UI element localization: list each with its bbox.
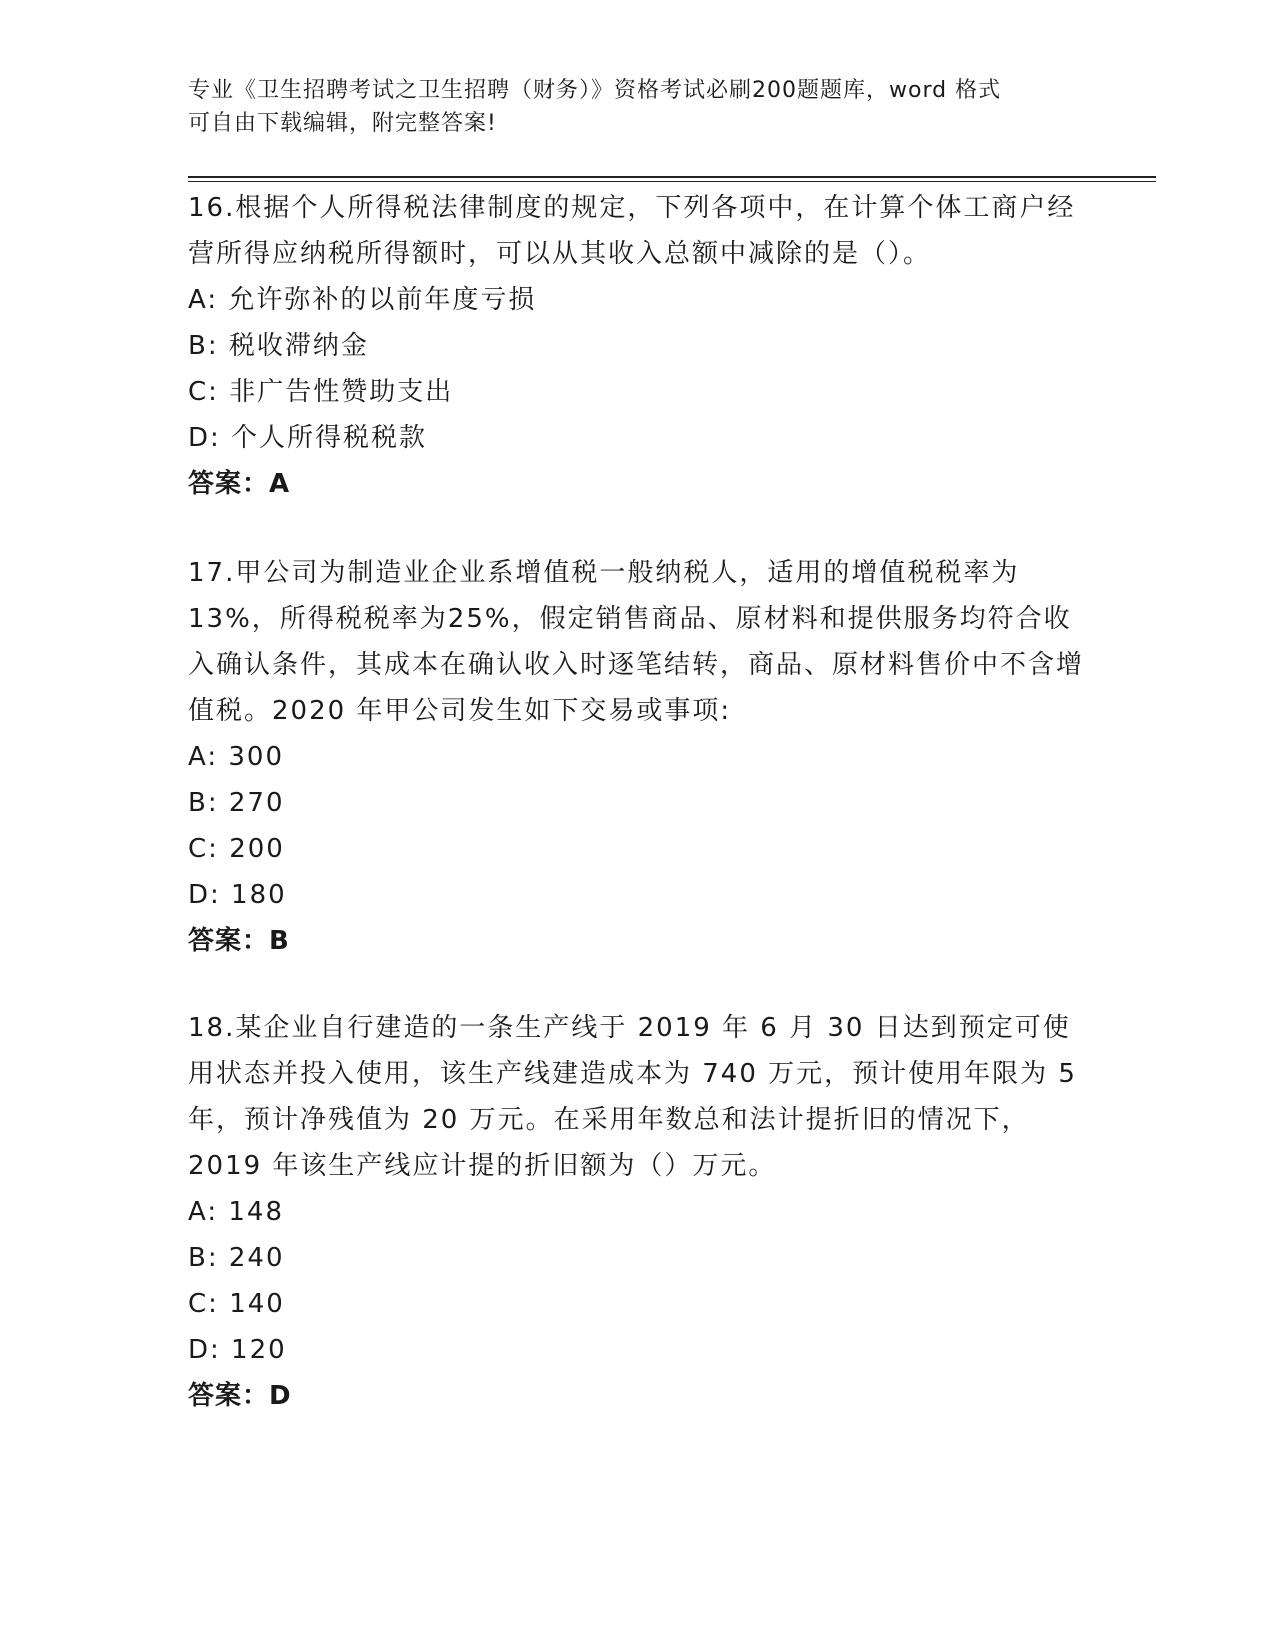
option-label: C:	[188, 377, 219, 407]
option-label: A:	[188, 742, 219, 772]
option-text: 270	[228, 788, 285, 818]
answer-text: 答案：A	[188, 469, 291, 499]
question-18	[188, 1005, 1088, 1419]
question-16	[188, 185, 1088, 507]
option-label: A:	[188, 285, 219, 315]
option-d	[188, 1327, 1088, 1373]
option-b	[188, 780, 1088, 826]
option-text: 120	[231, 1335, 287, 1365]
option-text: 税收滞纳金	[228, 331, 369, 361]
option-text: 140	[229, 1289, 285, 1319]
option-label: D:	[188, 880, 221, 910]
question-text: 17.甲公司为制造业企业系增值税一般纳税人，适用的增值税税率为13%，所得税税率为25%，假定销售商品、原材料和提供服务均符合收入确认条件，其成本在确认收入时逐笔结转，商品、原材料售价中不含增值税。2020 年甲公司发生如下交易或事项:	[188, 558, 1085, 726]
option-text: 240	[228, 1243, 285, 1273]
option-label: C:	[188, 1289, 219, 1319]
option-text: 200	[229, 834, 285, 864]
option-label: B:	[188, 331, 219, 361]
option-text: 个人所得税税款	[231, 423, 428, 453]
question-17	[188, 550, 1088, 964]
option-a	[188, 277, 1088, 323]
option-label: B:	[188, 1243, 219, 1273]
option-a	[188, 1189, 1088, 1235]
header-line-2: 可自由下载编辑，附完整答案!	[188, 111, 497, 136]
option-label: C:	[188, 834, 219, 864]
option-text: 非广告性赞助支出	[229, 377, 454, 407]
option-d	[188, 872, 1088, 918]
question-text: 18.某企业自行建造的一条生产线于 2019 年 6 月 30 日达到预定可使用状态并投入使用，该生产线建造成本为 740 万元，预计使用年限为 5 年，预计净残值为 20 万元。在采用年数总和法计提折旧的情况下，2019 年该生产线应计提的折旧额为（）万元。	[188, 1013, 1077, 1181]
option-label: B:	[188, 788, 219, 818]
header-divider-thick	[188, 176, 1156, 178]
option-text: 300	[228, 742, 284, 772]
answer-text: 答案：D	[188, 1381, 292, 1411]
option-text: 允许弥补的以前年度亏损	[228, 285, 537, 315]
option-b	[188, 1235, 1088, 1281]
option-a	[188, 734, 1088, 780]
option-text: 148	[228, 1197, 284, 1227]
option-c	[188, 1281, 1088, 1327]
header-divider-thin	[188, 181, 1156, 182]
option-c	[188, 369, 1088, 415]
option-d	[188, 415, 1088, 461]
document-header	[188, 74, 1068, 140]
option-text: 180	[231, 880, 287, 910]
option-c	[188, 826, 1088, 872]
option-label: D:	[188, 423, 221, 453]
option-label: D:	[188, 1335, 221, 1365]
option-label: A:	[188, 1197, 219, 1227]
question-text: 16.根据个人所得税法律制度的规定，下列各项中，在计算个体工商户经营所得应纳税所得额时，可以从其收入总额中减除的是（）。	[188, 193, 1076, 269]
header-line-1: 专业《卫生招聘考试之卫生招聘（财务）》资格考试必刷200题题库，word 格式	[188, 78, 1002, 103]
answer-text: 答案：B	[188, 926, 290, 956]
option-b	[188, 323, 1088, 369]
